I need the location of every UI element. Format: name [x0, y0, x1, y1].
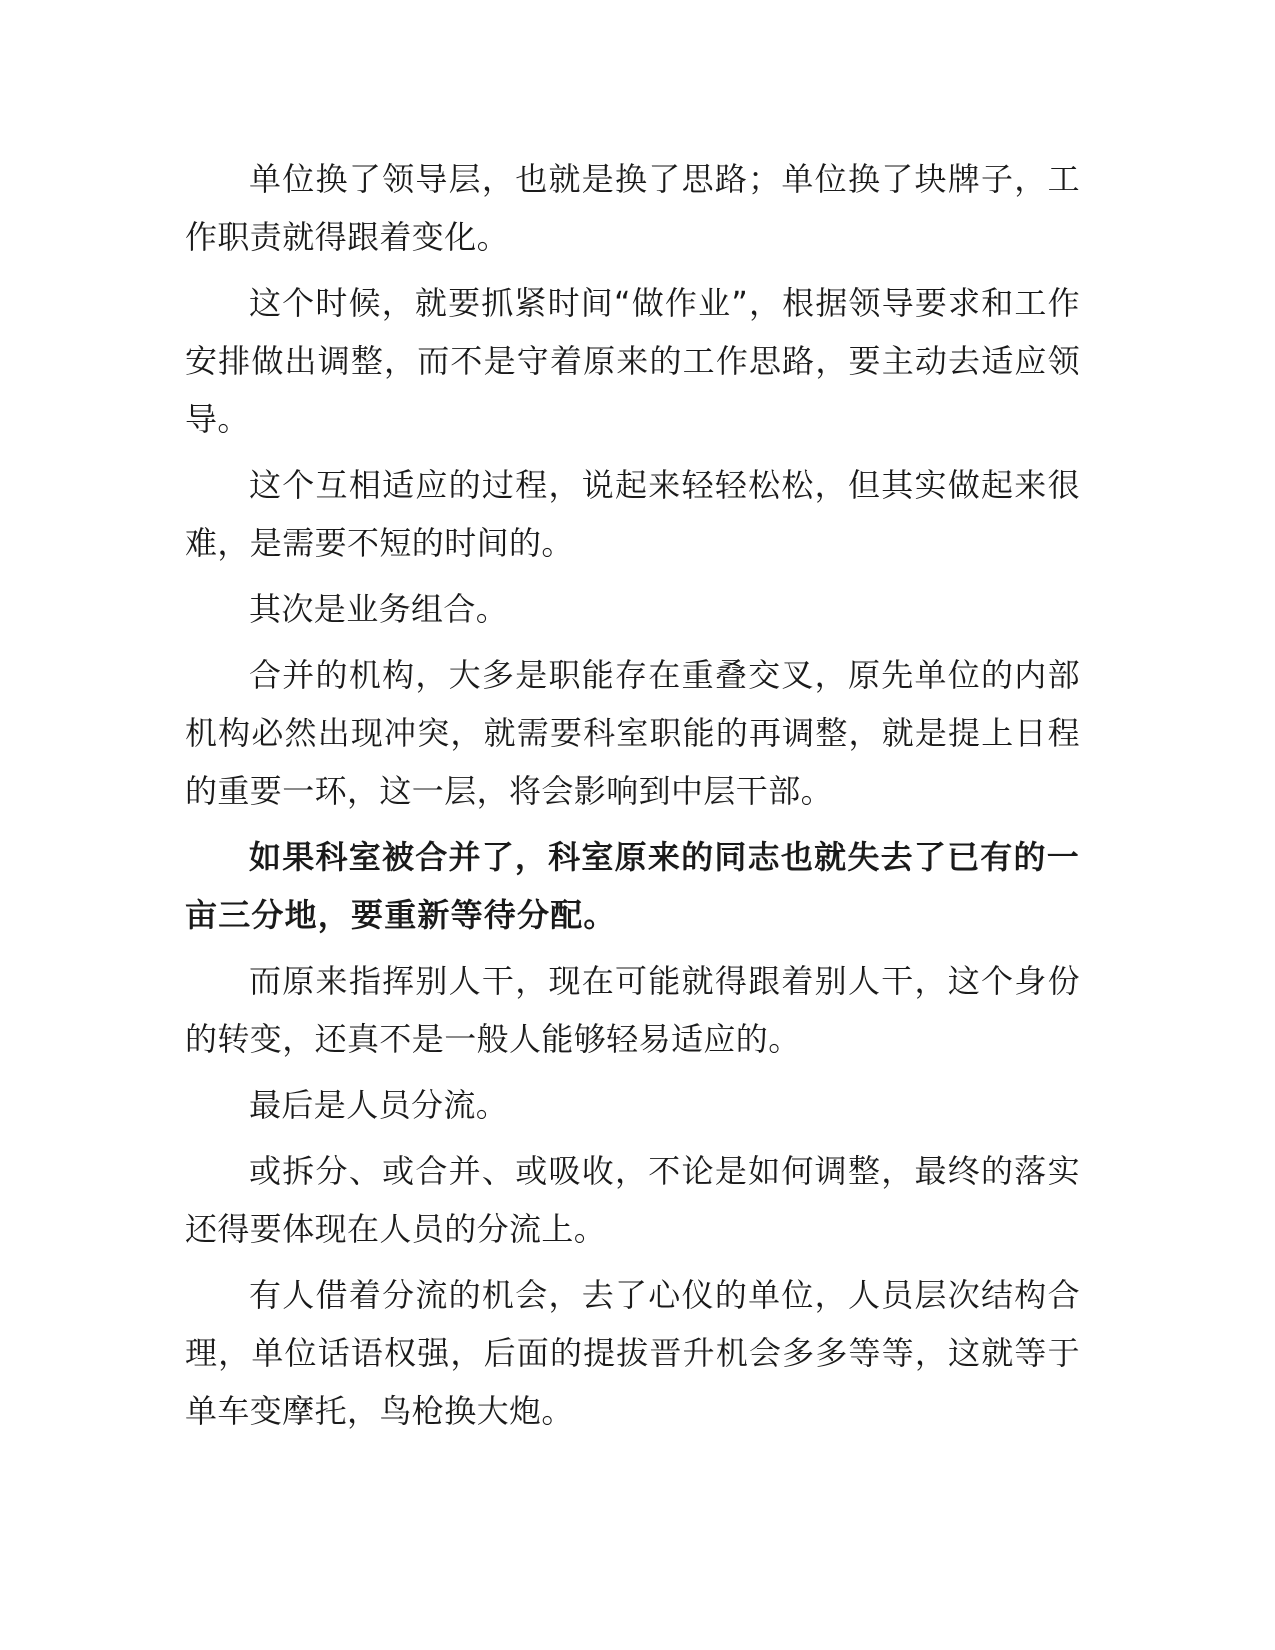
paragraph-3: 这个互相适应的过程，说起来轻轻松松，但其实做起来很难，是需要不短的时间的。	[185, 466, 1080, 562]
paragraph-5: 合并的机构，大多是职能存在重叠交叉，原先单位的内部机构必然出现冲突，就需要科室职能的再调整，就是提上日程的重要一环，这一层，将会影响到中层干部。	[185, 656, 1080, 810]
paragraph-7: 而原来指挥别人干，现在可能就得跟着别人干，这个身份的转变，还真不是一般人能够轻易适应的。	[185, 962, 1080, 1058]
paragraph-8: 最后是人员分流。	[249, 1086, 509, 1124]
paragraph-9: 或拆分、或合并、或吸收，不论是如何调整，最终的落实还得要体现在人员的分流上。	[185, 1152, 1080, 1248]
paragraph-1: 单位换了领导层，也就是换了思路；单位换了块牌子，工作职责就得跟着变化。	[185, 160, 1080, 256]
paragraph-4: 其次是业务组合。	[249, 590, 509, 628]
document-body	[185, 150, 1080, 1448]
paragraph-10: 有人借着分流的机会，去了心仪的单位，人员层次结构合理，单位话语权强，后面的提拔晋升机会多多等等，这就等于单车变摩托，鸟枪换大炮。	[185, 1276, 1080, 1430]
paragraph-2: 这个时候，就要抓紧时间“做作业”，根据领导要求和工作安排做出调整，而不是守着原来的工作思路，要主动去适应领导。	[185, 284, 1080, 438]
paragraph-6: 如果科室被合并了，科室原来的同志也就失去了已有的一亩三分地，要重新等待分配。	[185, 838, 1080, 934]
